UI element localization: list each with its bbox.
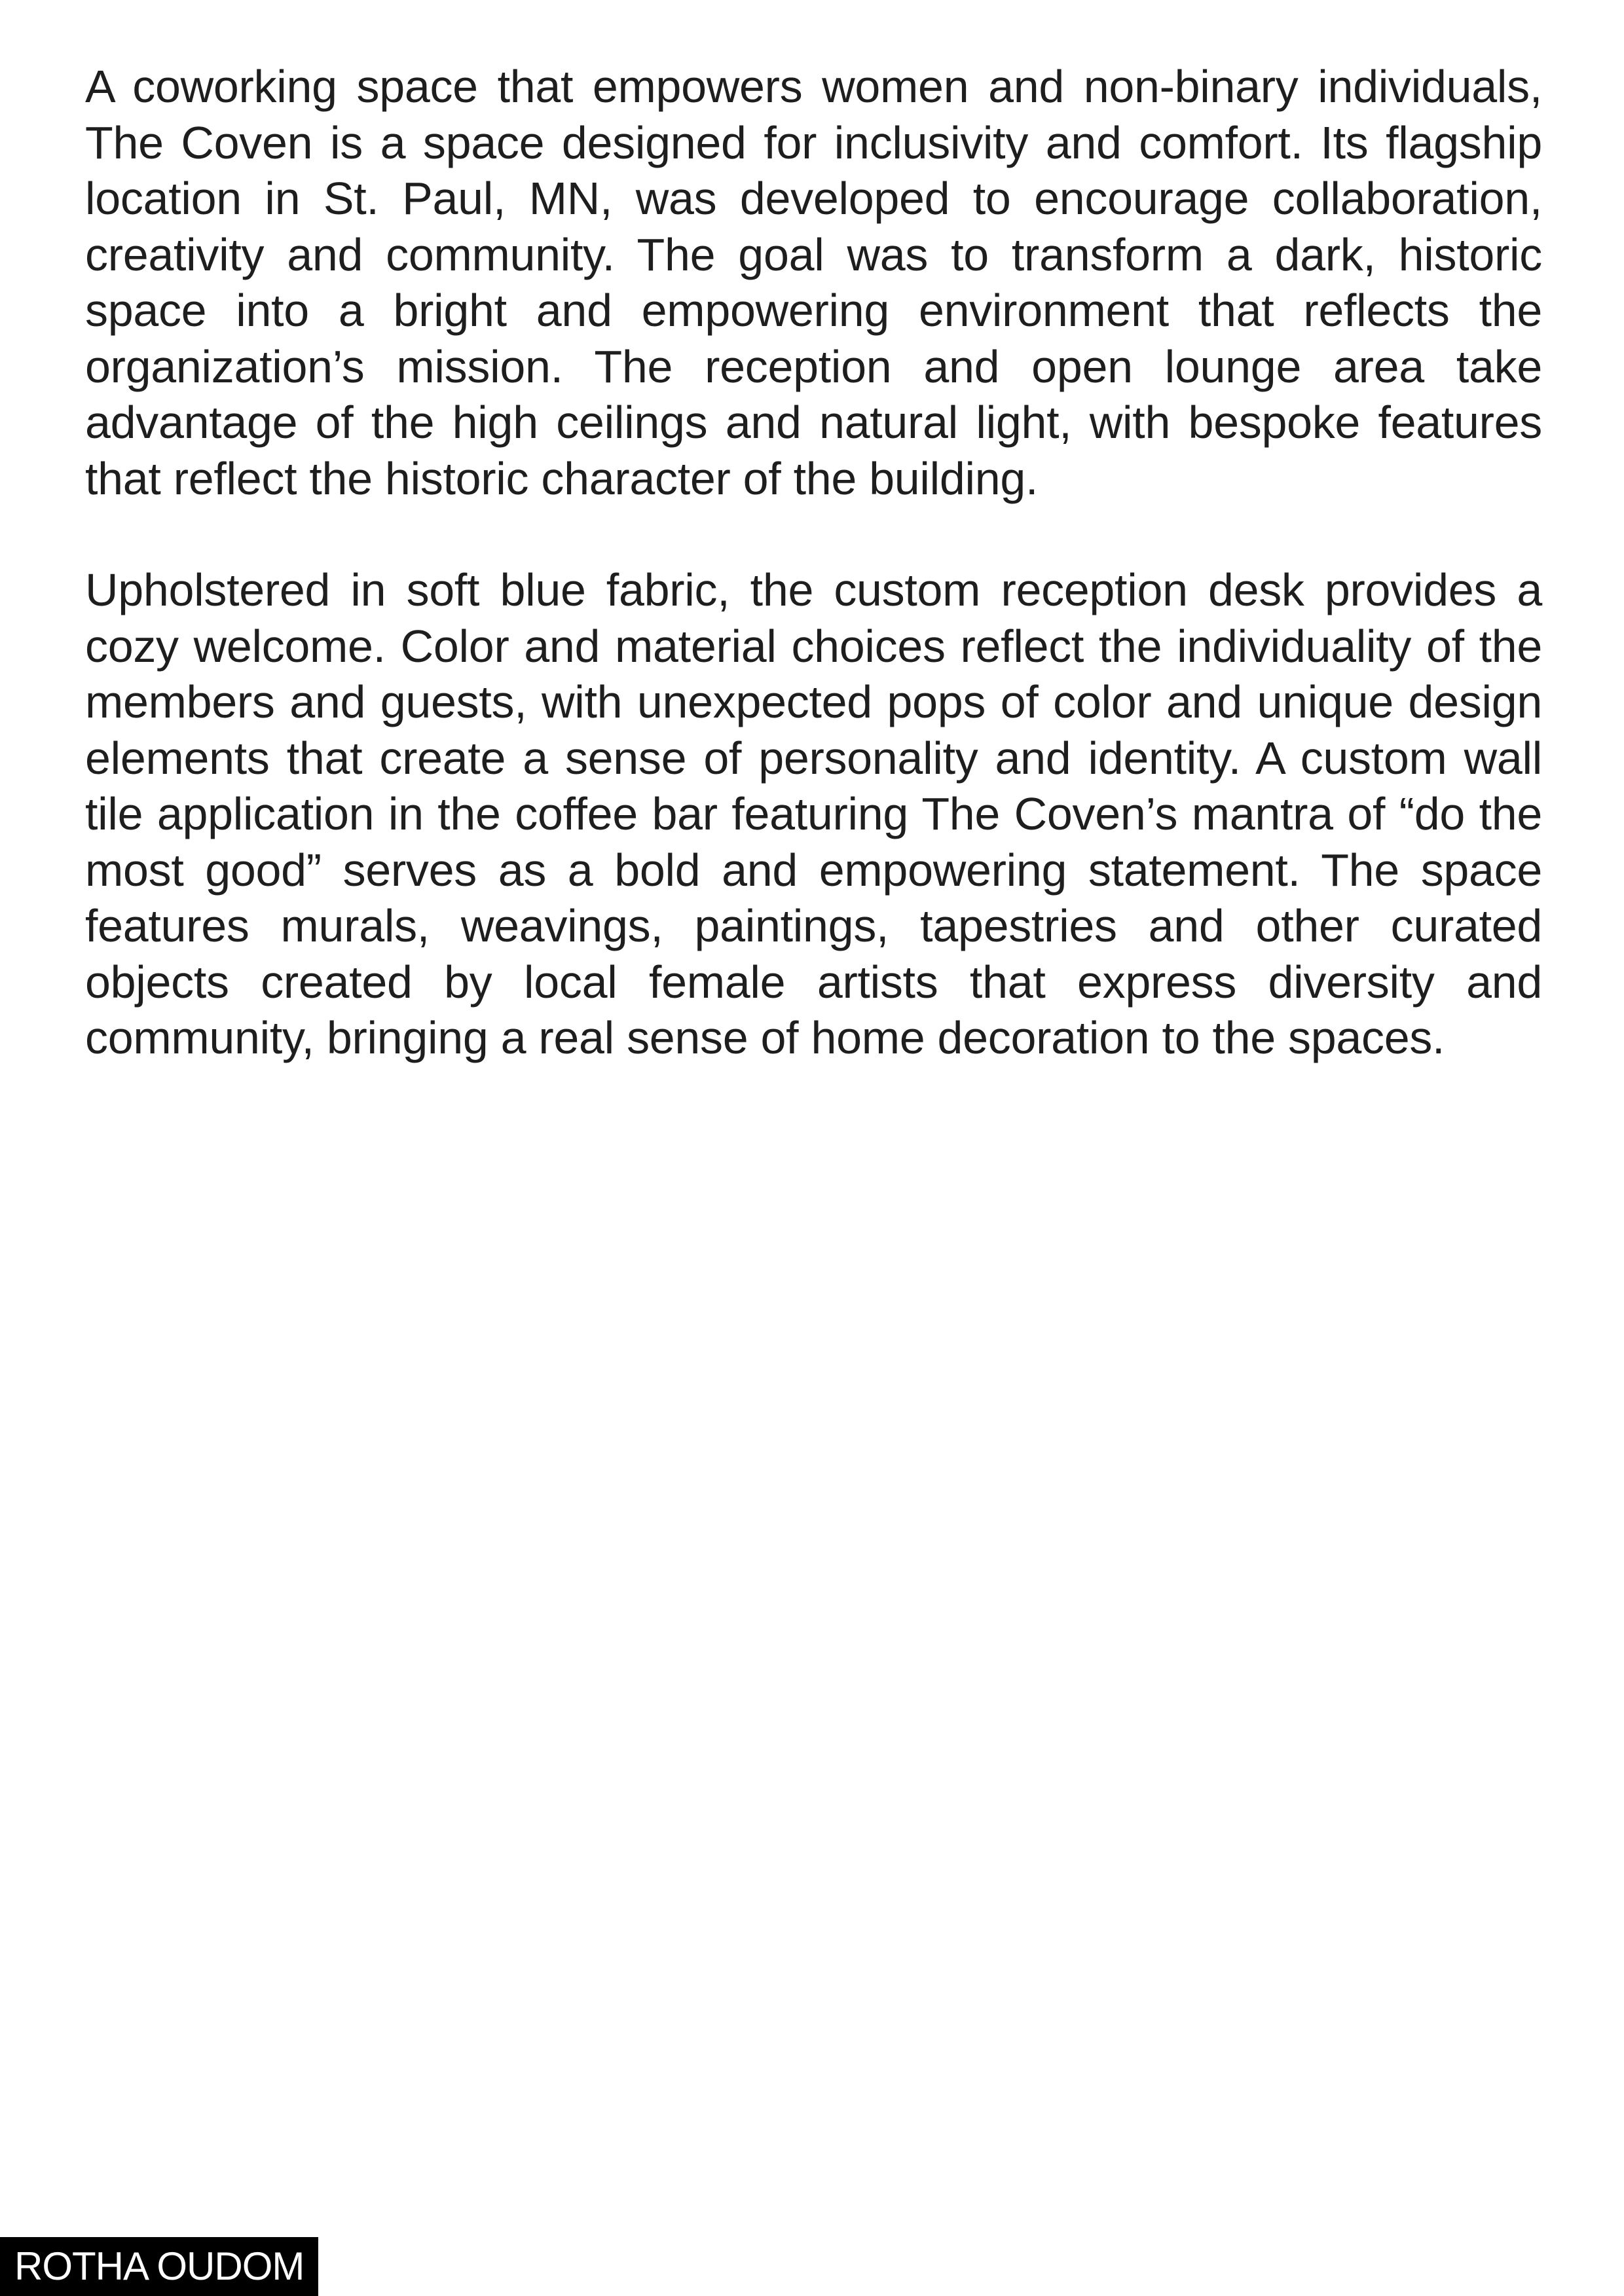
body-text <box>85 59 1542 1066</box>
author-name-tag: ROTHA OUDOM <box>0 2237 318 2296</box>
paragraph-intro: A coworking space that empowers women and non-binary individuals, The Coven is a space designed for inclusivity and comfort. Its flagship location in St. Paul, MN, was developed to encourage collaboration, creativity and community. The goal was to transform a dark, historic space into a bright and empowering environment that reflects the organization’s mission. The reception and open lounge area take advantage of the high ceilings and natural light, with bespoke features that reflect the historic character of the building. <box>85 61 1542 504</box>
paragraph-design-details: Upholstered in soft blue fabric, the custom reception desk provides a cozy welcome. Color and material choices reflect the individuality of the members and guests, with unexpected pops of color and unique design elements that create a sense of personality and identity. A custom wall tile application in the coffee bar featuring The Coven’s mantra of “do the most good” serves as a bold and empowering statement. The space features murals, weavings, paintings, tapestries and other curated objects created by local female artists that express diversity and community, bringing a real sense of home decoration to the spaces. <box>85 564 1542 1063</box>
